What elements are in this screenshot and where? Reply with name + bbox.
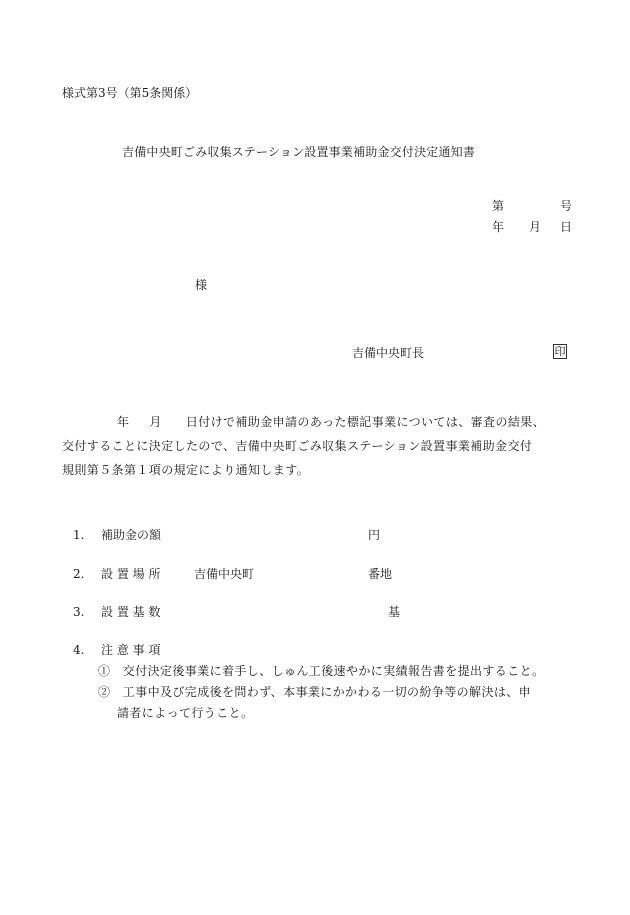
item-2-unit: 番地: [368, 567, 393, 581]
note-2-continuation: 請者によって行うこと。: [117, 706, 254, 720]
item-1-label: 補助金の額: [101, 528, 162, 542]
notice-body-line-2: 交付することに決定したので、吉備中央町ごみ収集ステーション設置事業補助金交付: [62, 439, 533, 453]
number-prefix: 第: [492, 199, 505, 213]
item-4-label: 注 意 事 項: [101, 643, 161, 657]
item-1-number: 1.: [73, 528, 85, 542]
notice-body-line-1: [62, 410, 574, 434]
date-year-label: 年: [492, 220, 505, 234]
item-3-number: 3.: [73, 605, 85, 619]
number-suffix: 号: [559, 199, 572, 213]
issuer-name: 吉備中央町長: [352, 346, 425, 360]
addressee-suffix: 様: [195, 278, 208, 292]
form-label: 様式第3号（第5条関係）: [62, 86, 198, 100]
note-2: ② 工事中及び完成後を問わず、本事業にかかわる一切の紛争等の解決は、申: [98, 685, 532, 699]
notice-body: [62, 410, 574, 482]
date-month-label: 月: [529, 220, 542, 234]
document-title: 吉備中央町ごみ収集ステーション設置事業補助金交付決定通知書: [122, 145, 476, 159]
body-month-label: 月: [149, 415, 162, 429]
notice-body-line-3: 規則第５条第１項の規定により通知します。: [62, 463, 310, 477]
seal-mark: 印: [554, 345, 566, 358]
item-2-label: 設 置 場 所: [101, 567, 161, 581]
item-2-town: 吉備中央町: [194, 567, 255, 581]
note-1: ① 交付決定後事業に着手し、しゅん工後速やかに実績報告書を提出すること。: [98, 664, 545, 678]
item-3-unit: 基: [388, 605, 401, 619]
item-3-label: 設 置 基 数: [101, 605, 161, 619]
item-1-unit: 円: [368, 528, 381, 542]
item-4-number: 4.: [73, 643, 85, 657]
body-year-label: 年: [117, 415, 130, 429]
item-2-number: 2.: [73, 567, 85, 581]
date-day-label: 日: [559, 220, 572, 234]
body-line-1-text: 日付けで補助金申請のあった標記事業については、審査の結果、: [185, 415, 546, 429]
